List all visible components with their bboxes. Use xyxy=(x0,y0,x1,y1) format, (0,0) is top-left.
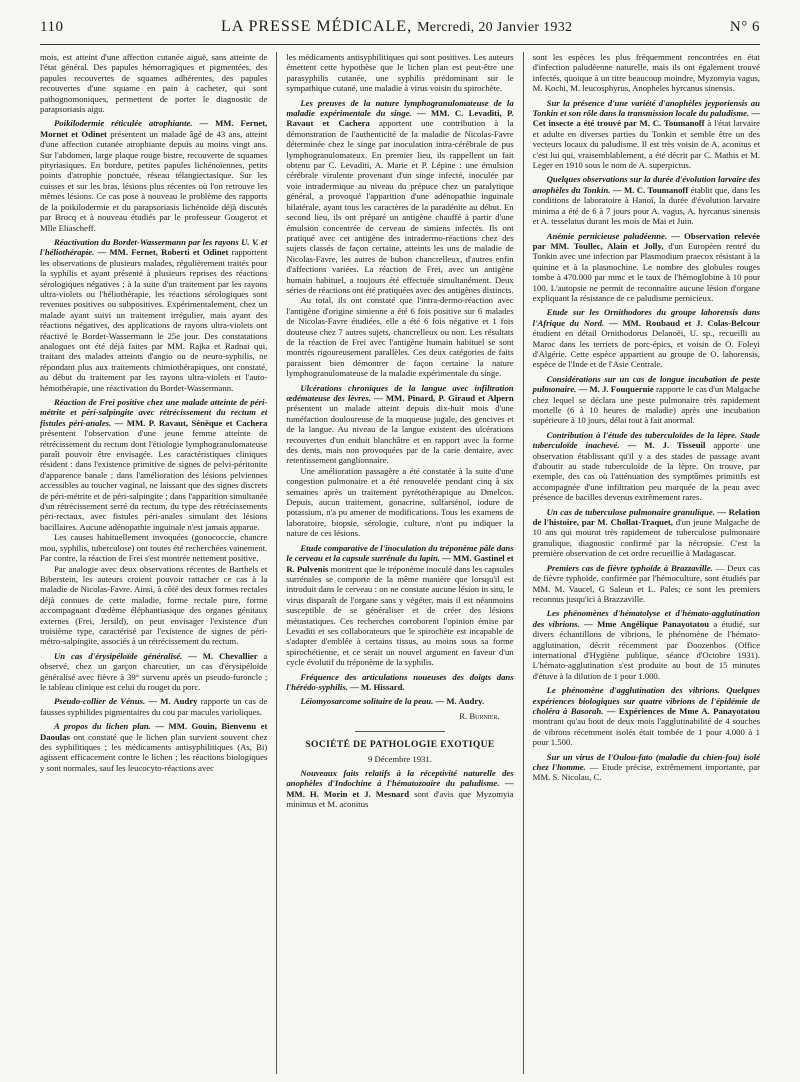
abstract-authors: — Observation relevée par MM. Toullec, Alain et Jolly, xyxy=(532,230,760,251)
abstract-title: Fréquence des articulations noueuses des doigts dans l'hérédo-syphilis. xyxy=(286,671,514,692)
abstract-text: montrant qu'au bout de deux mois l'agglutinabilité de 4 souches de vibrons récemment isolés était tombée de 1 pour 4.000 à 1 pour 1.500. xyxy=(532,716,760,748)
abstract-title: Les preuves de la nature lymphogranulomateuse de la maladie expérimentale du singe. xyxy=(286,97,514,119)
journal-title xyxy=(221,18,572,36)
abstract-entry xyxy=(533,98,760,171)
continued-text: mois, est atteint d'une affection cutanée aiguë, sans atteinte de l'état général. Des papules hémorragiques et pigmentées, des papules recouvertes de squames adhérentes, des papules recouvertes d'une squame en pain à cacheter, qui sont pathognomoniques, permettent de porter le diagnostic de parapsoriasis aigu. xyxy=(40,52,268,115)
abstract-text: apportent une contribution à la démonstration de l'authenticité de la maladie de Nicolas-Favre déterminée chez le singe par inoculation intra-cérébrale de pus lymphogranulomateux. En premier lieu, ils rappellent un fait obtenu par C. Levaditi, A. Marie et P. Lépine : une émulsion cérébrale virulente provenant d'un singe infecté, inoculée par voie intradermique au niveau du prépuce chez un paralytique général, a provoqué l'apparition d'une adénopathie inguinale bilatérale, ayant tous les caractères de la paradénite au début. En second lieu, ils ont préparé un antigène chauffé à partir d'une émulsion concentrée de cerveau de simiens infectés. Ils ont pratiqué avec cet antigène des intradermo-réactions chez des sujets classés de façon certaine, atteints les uns de maladie de Nicolas-Favre, les autres de bubon chancrelleux, d'autres enfin d'affections variées. La réaction de Frei, avec un antigène humain habituel, a toujours été effectuée simultanément. Deux séries de réactions ont été pratiquées avec des antigènes distincts. xyxy=(286,118,514,295)
abstract-authors: — MM. Fernet, Mornet et Odinet xyxy=(40,118,268,139)
abstract-authors: — MM. Pinard, P. Giraud et Alpern xyxy=(374,393,514,403)
abstract-text: montrent que le tréponème inoculé dans les capsules surrénales se comporte de la même manière que lorsqu'il est introduit dans le cerveau : on ne constate aucune lésion in situ, le virus disparaît de l'organe sans y végéter, mais il est néanmoins susceptible de se généraliser et de créer des lésions métastatiques. Ces recherches corroborent l'opinion émise par Levaditi et ses collaborateurs que le spirochète est incapable de s'adapter d'emblée à certains tissus, au moins sous sa forme spirochétienne, et ce serait un nouvel argument en faveur d'un cycle évolutif du tréponème de la syphilis. xyxy=(286,563,514,668)
abstract-authors: — MM. Gastinel et R. Pulvenis xyxy=(286,553,514,574)
abstract-title: Léiomyosarcome solitaire de la peau. xyxy=(300,696,434,707)
abstract-authors: — Relation de l'histoire, par M. Chollat-Traquet, xyxy=(532,506,760,528)
page-header xyxy=(40,18,760,42)
header-rule xyxy=(40,44,760,45)
journal-name: LA PRESSE MÉDICALE, xyxy=(221,18,413,35)
abstract-entry xyxy=(286,672,513,693)
abstract-text: a observé, chez un garçon charcutier, un cas d'érysipéloïde généralisé avec fièvre à 39° survenu après un pseudo-furoncle ; le tableau clinique est celui du rouget du porc. xyxy=(40,650,268,692)
abstract-text: rapportent les observations de plusieurs malades, régulièrement traités pour la syphilis et ayant présenté à plusieurs reprises des réactions sérologiques négatives ; à la suite d'un traitement par les rayons ultra-violets ou l'héliothérapie, les réactions sérologiques sont revenues positives ou subpositives. Expérimentalement, chez un malade ayant suivi un traitement irrégulier, mais ayant des réactions négatives, des applications de rayons ultra-violets ont réactivé le Bordet-Wassermann le 25e jour. Des constatations analogues ont été déjà faites par MM. Rajka et Radnai qui, traitant des malades atteints d'angio ou de neuro-syphilis, ne répondant plus aux traitements chimiothérapiques, ont constaté, au début du traitement par les rayons ultra-violets et l'auto-hémothérapie, une réactivation du Bordet-Wassermann. xyxy=(40,247,268,393)
abstract-text: présentent un malade atteint depuis dix-huit mois d'une tuméfaction douloureuse de la muqueuse jugale, des gencives et de la langue. Au niveau de la langue existent des ulcérations recouvertes d'un enduit blanchâtre et en rapport avec la forme des dents, mais non provoquées par de la carie dentaire, avec retentissement ganglionnaire. xyxy=(286,403,514,466)
abstract-text: d'un jeune Malgache de 10 ans qui mourut très rapidement de tuberculose pulmonaire granulique, diagnostic confirmé par la nécropsie. C'est la première observation de cet ordre recueillie à Madagascar. xyxy=(532,517,760,559)
abstract-entry xyxy=(286,383,513,539)
abstract-entry xyxy=(40,237,267,393)
society-heading: SOCIÉTÉ DE PATHOLOGIE EXOTIQUE xyxy=(305,740,495,751)
continued-text: les médicaments antisyphilitiques qui sont positives. Les auteurs émettent cette hypothèse que le lichen plan est peut-être une parasyphilis cutanée, une syphilis prédominant sur le sympathique cutané, une maladie à virus voisin du spirochète. xyxy=(286,52,514,94)
abstract-title: Etude comparative de l'inoculation du tréponème pâle dans le cerveau et la capsule surrénale du lapin. xyxy=(286,542,514,564)
abstract-authors: — M. J. Tisseuil xyxy=(627,440,706,451)
abstract-entry xyxy=(533,307,760,369)
abstract-authors: — M. Audry xyxy=(148,696,198,707)
abstract-text: à l'état larvaire et adulte en diverses parties du Tonkin et semble être un des vecteurs locaux du paludisme. Il est très voisin de A. aconitus et c'est lui qui, vraisemblablement, a été décrit par C. Mathis et M. Leger en 1910 sous le nom de A. superpictus. xyxy=(532,118,760,171)
abstract-text: — Etude précise, extrêmement importante, par MM. S. Nicolau, C. xyxy=(532,762,760,783)
abstract-text: — Deux cas de fièvre typhoïde, confirmée par l'hémoculture, sont étudiés par MM. M. Vaucel, G Saleun et L. Pales; ce sont les premiers reconnus jusqu'ici à Brazzaville. xyxy=(532,562,760,604)
abstract-entry xyxy=(533,430,760,503)
abstract-title: Le phénomène d'agglutination des vibrions. Quelques expériences biologiques sur quatre vibrions de l'épidémie de choléra à Basorah. xyxy=(532,685,760,716)
abstract-title: Anémie pernicieuse paludéenne. xyxy=(546,230,668,241)
column-3 xyxy=(523,52,760,1074)
abstract-text: rapporte un cas de fausses syphilides pigmentaires du cou par macules varioliques. xyxy=(40,696,268,717)
abstract-text: étudient en détail Ornithodorus Delanoëi, U. sp., recueilli au Maroc dans les terriers de porc-épics, et voisin de O. Foleyi d'Algérie. Cette espèce appartient au groupe de O. lahorensis, espèce de l'Inde et de l'Asie Centrale. xyxy=(532,328,760,370)
abstract-authors: — Mme Angélique Panayotatou xyxy=(584,618,710,629)
abstract-authors: — MM. P. Ravaut, Sénèque et Cachera xyxy=(114,417,268,428)
abstract-entry xyxy=(286,543,513,668)
abstract-title: Nouveaux faits relatifs à la réceptivité naturelle des anophèles d'Indochine à l'hématozoaire du paludisme. xyxy=(286,768,514,789)
abstract-title: Ulcérations chroniques de la langue avec infiltration œdémateuse des lèvres. xyxy=(286,382,514,403)
abstract-entry xyxy=(533,752,760,783)
abstract-text: établit que, dans les conditions de laboratoire à Hanoï, la durée d'évolution larvaire minima a été de 6 à 7 jours pour A. vagus, A. hyrcanus sinensis et A. tesselatus durant les mois de Mai et Juin. xyxy=(532,184,760,227)
session-date: 9 Décembre 1931. xyxy=(368,753,432,764)
abstract-text: sont d'avis que Myzomyia minimus et M. aconitus xyxy=(286,788,514,810)
abstract-paragraph: Au total, ils ont constaté que l'intra-dermo-réaction avec l'antigène d'origine simienne a été 6 fois positive sur 6 malades de Nicolas-Favre étudiées, elle a été 6 fois négative et 1 fois douteuse chez 7 autres sujets, chancrelleux ou non. Les résultats de la réaction de Frei avec l'antigène humain habituel se sont montrés rigoureusement parallèles. Ces deux catégories de faits paraissent bien démontrer de façon certaine la nature lymphogranulomateuse de la maladie expérimentale du singe. xyxy=(286,295,514,379)
abstract-title: Quelques observations sur la durée d'évolution larvaire des anophèles du Tonkin. xyxy=(532,174,760,195)
abstract-authors: — MM. C. Levaditi, P. Ravaut et Cachera xyxy=(286,108,514,129)
abstract-entry xyxy=(286,768,513,810)
abstract-authors: — MM. H. Morin et J. Mesnard xyxy=(286,778,514,799)
abstract-authors: — M. Hissard. xyxy=(350,681,405,692)
abstract-title: Un cas d'érysipéloïde généralisé. xyxy=(54,650,183,661)
abstract-paragraph: Les causes habituellement invoquées (gonococcie, chancre mou, syphilis, tuberculose) ont toutes été recherchées vainement. Par contre, la réaction de Frei s'est montrée nettement positive. xyxy=(40,532,268,564)
abstract-authors: — M. C. Toumanoff xyxy=(612,184,689,195)
abstract-text: apporte une observation établissant qu'il y a des stades de passage avant d'aboutir au stade tuberculoïde de la lèpre. On trouve, par exemple, des cas où l'atténuation des symptômes primitifs est accompagnée d'une infiltration peu marquée de la peau avec présence de bacilles devenus extrêmement rares. xyxy=(532,440,760,503)
abstract-title: Un cas de tuberculose pulmonaire granulique. xyxy=(546,506,715,517)
abstract-authors: — M. Audry. xyxy=(435,696,485,707)
abstract-text: rapporte le cas d'un Malgache chez lequel se déclara une peste pulmonaire très rapidement mortelle (6 à 10 heures de maladie) après une incubation supérieure à 10 jours, délai tout à fait anormal. xyxy=(532,384,760,426)
abstract-title: Contribution à l'étude des tuberculoïdes de la lèpre. Stade tuberculoïde inachevé. xyxy=(532,429,760,451)
section-divider xyxy=(355,731,446,732)
abstract-entry xyxy=(40,397,267,647)
abstract-entry xyxy=(40,118,267,232)
abstract-authors: — Expériences de Mme A. Panayotatou xyxy=(606,705,760,716)
abstract-entry xyxy=(40,696,267,717)
abstract-entry xyxy=(533,374,760,426)
abstract-text: d'un Européen rentré du Tonkin avec une infection par Plasmodium praecox résistant à la quinine et à la plasmochine. Le nombre des globules rouges tombe à 470.000 par mmc et le taux de l'hémoglobine à 10 pour 100. L'autopsie ne permit de reconnaître aucune lésion d'organe expliquant la résistance de ce paludisme pernicieux. xyxy=(532,240,760,303)
abstract-authors: — M. J. Fouquernie xyxy=(578,384,654,395)
abstract-title: Sur la présence d'une variété d'anophèles jeyporiensis au Tonkin et son rôle dans la transmission locale du paludisme. xyxy=(532,97,760,119)
column-1 xyxy=(40,52,276,1074)
abstract-entry xyxy=(533,231,760,304)
section-signature: R. Burnier. xyxy=(459,710,500,721)
abstract-entry xyxy=(533,174,760,226)
column-2 xyxy=(276,52,522,1074)
issue-date: Mercredi, 20 Janvier 1932 xyxy=(417,20,573,35)
abstract-text: présentent un malade âgé de 43 ans, atteint d'une affection cutanée atrophiante depuis au moins vingt ans. Sur l'abdomen, large plaque rouge bistre, recouverte de squames pityriasiques. En bordure, petites papules lichénoïennes, petits points d'atrophie ponctuée, réseau télangiectasique. Sur les cuisses et sur les bras, lésions plus récentes où l'on retrouve les mêmes lésions. Ce cas pose à nouveau le problème des rapports de la poikilodermie et du parapsoriasis lichénoïde déjà discutés par Brocq et à nouveau étudiés par le professeur Gougerot et Mlle Eliascheff. xyxy=(40,128,268,233)
abstract-paragraph: Une amélioration passagère a été constatée à la suite d'une congestion pulmonaire et a été renouvelée pendant cinq à six semaines après un traitement pyrétothérapique au Dmelcos. Depuis, aucun traitement, gonacrine, sulfarsénol, iodure de potassium, n'a pu amener de modifications. Tous les examens de laboratoire, biopsie, sérologie, culture, n'ont pu indiquer la nature de ces lésions. xyxy=(286,465,514,539)
continued-text: sont les espèces les plus fréquemment rencontrées en état d'infection paludéenne naturelle, mais ils ont également trouvé infectés, quoique à un titre beaucoup moindre, Myzomyia vagus, M. Kochi, M. leucosphyrus, Anopheles hyrcanus sinensis. xyxy=(532,52,760,94)
abstract-entry xyxy=(40,651,267,693)
abstract-title: Etude sur les Ornithodores du groupe lahorensis dans l'Afrique du Nord. xyxy=(532,307,760,328)
abstract-text: a étudié, sur divers échantillons de vibrions, le phénomène de l'hémato-agglutination, décrit récemment par Doozenbos (Office international d'Hygiène publique, séance d'Octobre 1931). L'hémato-agglutination s'est produite au bout de 15 minutes d'étuve à la dilution de 1 pour 1.000. xyxy=(532,618,760,681)
page-number: 110 xyxy=(40,19,64,35)
abstract-entry xyxy=(533,507,760,559)
abstract-entry xyxy=(533,685,760,747)
issue-number: N° 6 xyxy=(729,19,760,35)
abstract-text: présentent l'observation d'une jeune femme atteinte de rétrécissement du rectum dont l'étiologie lymphogranulomateuse paraît pouvoir être envisagée. Les caractéristiques cliniques résident : dans l'existence primitive de signes de pelvi-péritonite d'apparence banale ; dans l'amélioration des lésions pelviennes accessibles au toucher vaginal, ne laissant que des signes discrets de péri-métrite et de péri-salpingite ; dans l'apparition simultanée d'un rétrécissement serré du rectum, du type des rétrécissements péri-rectaux, avec fistules péri-anales simulant des lésions bacillaires. Aucune adénopathie inguinale n'est jamais apparue. xyxy=(40,428,268,532)
abstract-title: Considérations sur un cas de longue incubation de peste pulmonaire. xyxy=(532,373,760,395)
abstract-entry xyxy=(286,696,513,706)
abstract-paragraph: Par analogie avec deux observations récentes de Barthels et Biberstein, les auteurs croient pouvoir rattacher ce cas à la maladie de Nicolas-Favre. Ainsi, à côté des deux formes rectales déjà connues de cette maladie, forme rectale pure, forme accompagnant d'œdème éléphantiasique des organes génitaux externes (Frei, Jersild), on peut envisager l'existence d'un troisième type, caractérisé par l'existence de signes de péri-métro-salpingite, associés à un rétrécissement du rectum. xyxy=(40,563,268,647)
abstract-entry xyxy=(286,98,513,379)
abstract-entry xyxy=(533,608,760,681)
abstract-title: Réactivation du Bordet-Wassermann par les rayons U. V. et l'héliothérapie. xyxy=(40,236,268,258)
abstract-entry xyxy=(40,721,267,773)
abstract-title: Premiers cas de fièvre typhoïde à Brazzaville. xyxy=(546,562,713,573)
abstract-authors: — MM. Fernet, Roberti et Odinet xyxy=(97,247,229,258)
abstract-authors: — MM. Roubaud et J. Colas-Belcour xyxy=(608,317,760,328)
abstract-text: ont constaté que le lichen plan survient souvent chez des syphilitiques ; les médicaments antisyphilitiques (As, Bi) agissent efficacement contre le lichen ; les réactions biologiques y sont normales, sauf les leucocyto-réactions avec xyxy=(40,731,268,773)
abstract-title: A propos du lichen plan. xyxy=(54,721,151,732)
abstract-title: Sur un virus de l'Oulou-fato (maladie du chien-fou) isolé chez l'homme. xyxy=(532,751,760,772)
abstract-entry xyxy=(533,563,760,605)
abstract-title: Poikilodermie réticulée atrophiante. xyxy=(54,118,193,129)
abstract-authors: — MM. Gouin, Bienvenu et Daoulas xyxy=(40,721,268,742)
abstract-title: Pseudo-collier de Vénus. xyxy=(54,696,146,707)
abstract-title: Réaction de Frei positive chez une malade atteinte de péri-métrite et péri-salpingite avec rétrécissement du rectum et fistules péri-anales. xyxy=(40,397,268,428)
abstract-authors: — Cet insecte a été trouvé par M. C. Toumanoff xyxy=(532,108,760,129)
article-columns xyxy=(40,52,760,1074)
abstract-authors: — M. Chevallier xyxy=(188,650,258,661)
abstract-title: Les phénomènes d'hématolyse et d'hémato-agglutination des vibrions. xyxy=(532,608,760,629)
